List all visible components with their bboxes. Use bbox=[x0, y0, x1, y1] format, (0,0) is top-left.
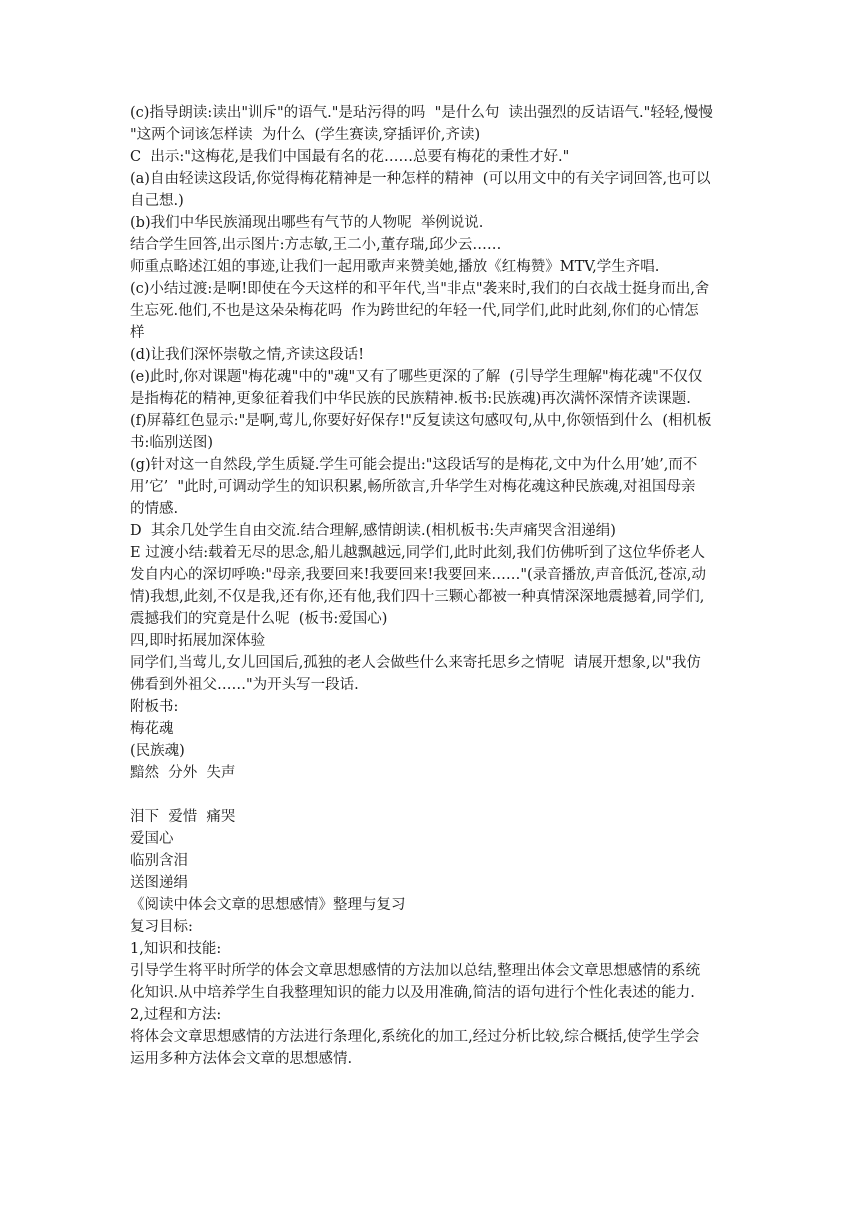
text-line: 化知识.从中培养学生自我整理知识的能力以及用准确,简洁的语句进行个性化表述的能力. bbox=[130, 985, 695, 1001]
text-line: 是指梅花的精神,更象征着我们中华民族的民族精神.板书:民族魂)再次满怀深情齐读课题. bbox=[130, 391, 691, 407]
review-title: 《阅读中体会文章的思想感情》整理与复习 bbox=[130, 897, 406, 913]
board-line: 爱国心 bbox=[130, 831, 174, 847]
text-line: 1,知识和技能: bbox=[130, 941, 222, 957]
board-line: 泪下 爱惜 痛哭 bbox=[130, 809, 236, 825]
board-heading: 附板书: bbox=[130, 699, 179, 715]
text-line: C 出示:"这梅花,是我们中国最有名的花……总要有梅花的秉性才好." bbox=[130, 149, 570, 165]
text-line: (a)自由轻读这段话,你觉得梅花精神是一种怎样的精神 (可以用文中的有关字词回答,也可以 bbox=[130, 171, 711, 187]
text-line: 用’它’ "此时,可调动学生的知识积累,畅所欲言,升华学生对梅花魂这种民族魂,对祖国母亲 bbox=[130, 479, 696, 495]
text-line: 将体会文章思想感情的方法进行条理化,系统化的加工,经过分析比较,综合概括,使学生学会 bbox=[130, 1029, 700, 1045]
text-line: (g)针对这一自然段,学生质疑.学生可能会提出:"这段话写的是梅花,文中为什么用’她’,而不 bbox=[130, 457, 698, 473]
text-line: 2,过程和方法: bbox=[130, 1007, 222, 1023]
text-line: 复习目标: bbox=[130, 919, 193, 935]
text-line: (d)让我们深怀崇敬之情,齐读这段话! bbox=[130, 347, 365, 363]
board-line: 临别含泪 bbox=[130, 853, 188, 869]
text-line: 震撼我们的究竟是什么呢 (板书:爱国心) bbox=[130, 611, 388, 627]
text-line: 的情感. bbox=[130, 501, 179, 517]
text-line: (f)屏幕红色显示:"是啊,莺儿,你要好好保存!"反复读这句感叹句,从中,你领悟到什么 (相机板 bbox=[130, 413, 712, 429]
text-line: 结合学生回答,出示图片:方志敏,王二小,董存瑞,邱少云…… bbox=[130, 237, 502, 253]
text-line: (e)此时,你对课题"梅花魂"中的"魂"又有了哪些更深的了解 (引导学生理解"梅花魂"不仅仅 bbox=[130, 369, 703, 385]
text-line: "这两个词该怎样读 为什么 (学生赛读,穿插评价,齐读) bbox=[130, 127, 481, 143]
text-line: 情)我想,此刻,不仅是我,还有你,还有他,我们四十三颗心都被一种真情深深地震撼着,同学们, bbox=[130, 589, 705, 605]
board-line: 黯然 分外 失声 bbox=[130, 765, 236, 781]
board-line: (民族魂) bbox=[130, 743, 185, 759]
text-line: 书:临别送图) bbox=[130, 435, 214, 451]
text-line: (c)小结过渡:是啊!即使在今天这样的和平年代,当"非点"袭来时,我们的白衣战士挺身而出,舍 bbox=[130, 281, 710, 297]
text-line: 生忘死.他们,不也是这朵朵梅花吗 作为跨世纪的年轻一代,同学们,此时此刻,你们的心情怎 bbox=[130, 303, 699, 319]
text-line: 自己想.) bbox=[130, 193, 184, 209]
text-line: D 其余几处学生自由交流.结合理解,感情朗读.(相机板书:失声痛哭含泪递绢) bbox=[130, 523, 616, 539]
text-line: 运用多种方法体会文章的思想感情. bbox=[130, 1051, 353, 1067]
section-heading: 四,即时拓展加深体验 bbox=[130, 633, 266, 649]
text-line: (c)指导朗读:读出"训斥"的语气."是玷污得的吗 "是什么句 读出强烈的反诘语气."轻轻,慢慢 bbox=[130, 105, 713, 121]
text-line: 同学们,当莺儿,女儿回国后,孤独的老人会做些什么来寄托思乡之情呢 请展开想象,以"我仿 bbox=[130, 655, 701, 671]
text-line: 样 bbox=[130, 325, 145, 341]
blank-line bbox=[130, 784, 734, 806]
board-line: 梅花魂 bbox=[130, 721, 174, 737]
document-page bbox=[130, 102, 734, 1070]
board-line: 送图递绢 bbox=[130, 875, 188, 891]
text-line: 引导学生将平时所学的体会文章思想感情的方法加以总结,整理出体会文章思想感情的系统 bbox=[130, 963, 701, 979]
text-line: 发自内心的深切呼唤:"母亲,我要回来!我要回来!我要回来……"(录音播放,声音低沉,苍凉,动 bbox=[130, 567, 706, 583]
text-line: 佛看到外祖父……"为开头写一段话. bbox=[130, 677, 359, 693]
text-line: 师重点略述江姐的事迹,让我们一起用歌声来赞美她,播放《红梅赞》MTV,学生齐唱. bbox=[130, 259, 660, 275]
text-line: E 过渡小结:载着无尽的思念,船儿越飘越远,同学们,此时此刻,我们仿佛听到了这位华侨老人 bbox=[130, 545, 706, 561]
text-line: (b)我们中华民族涌现出哪些有气节的人物呢 举例说说. bbox=[130, 215, 484, 231]
